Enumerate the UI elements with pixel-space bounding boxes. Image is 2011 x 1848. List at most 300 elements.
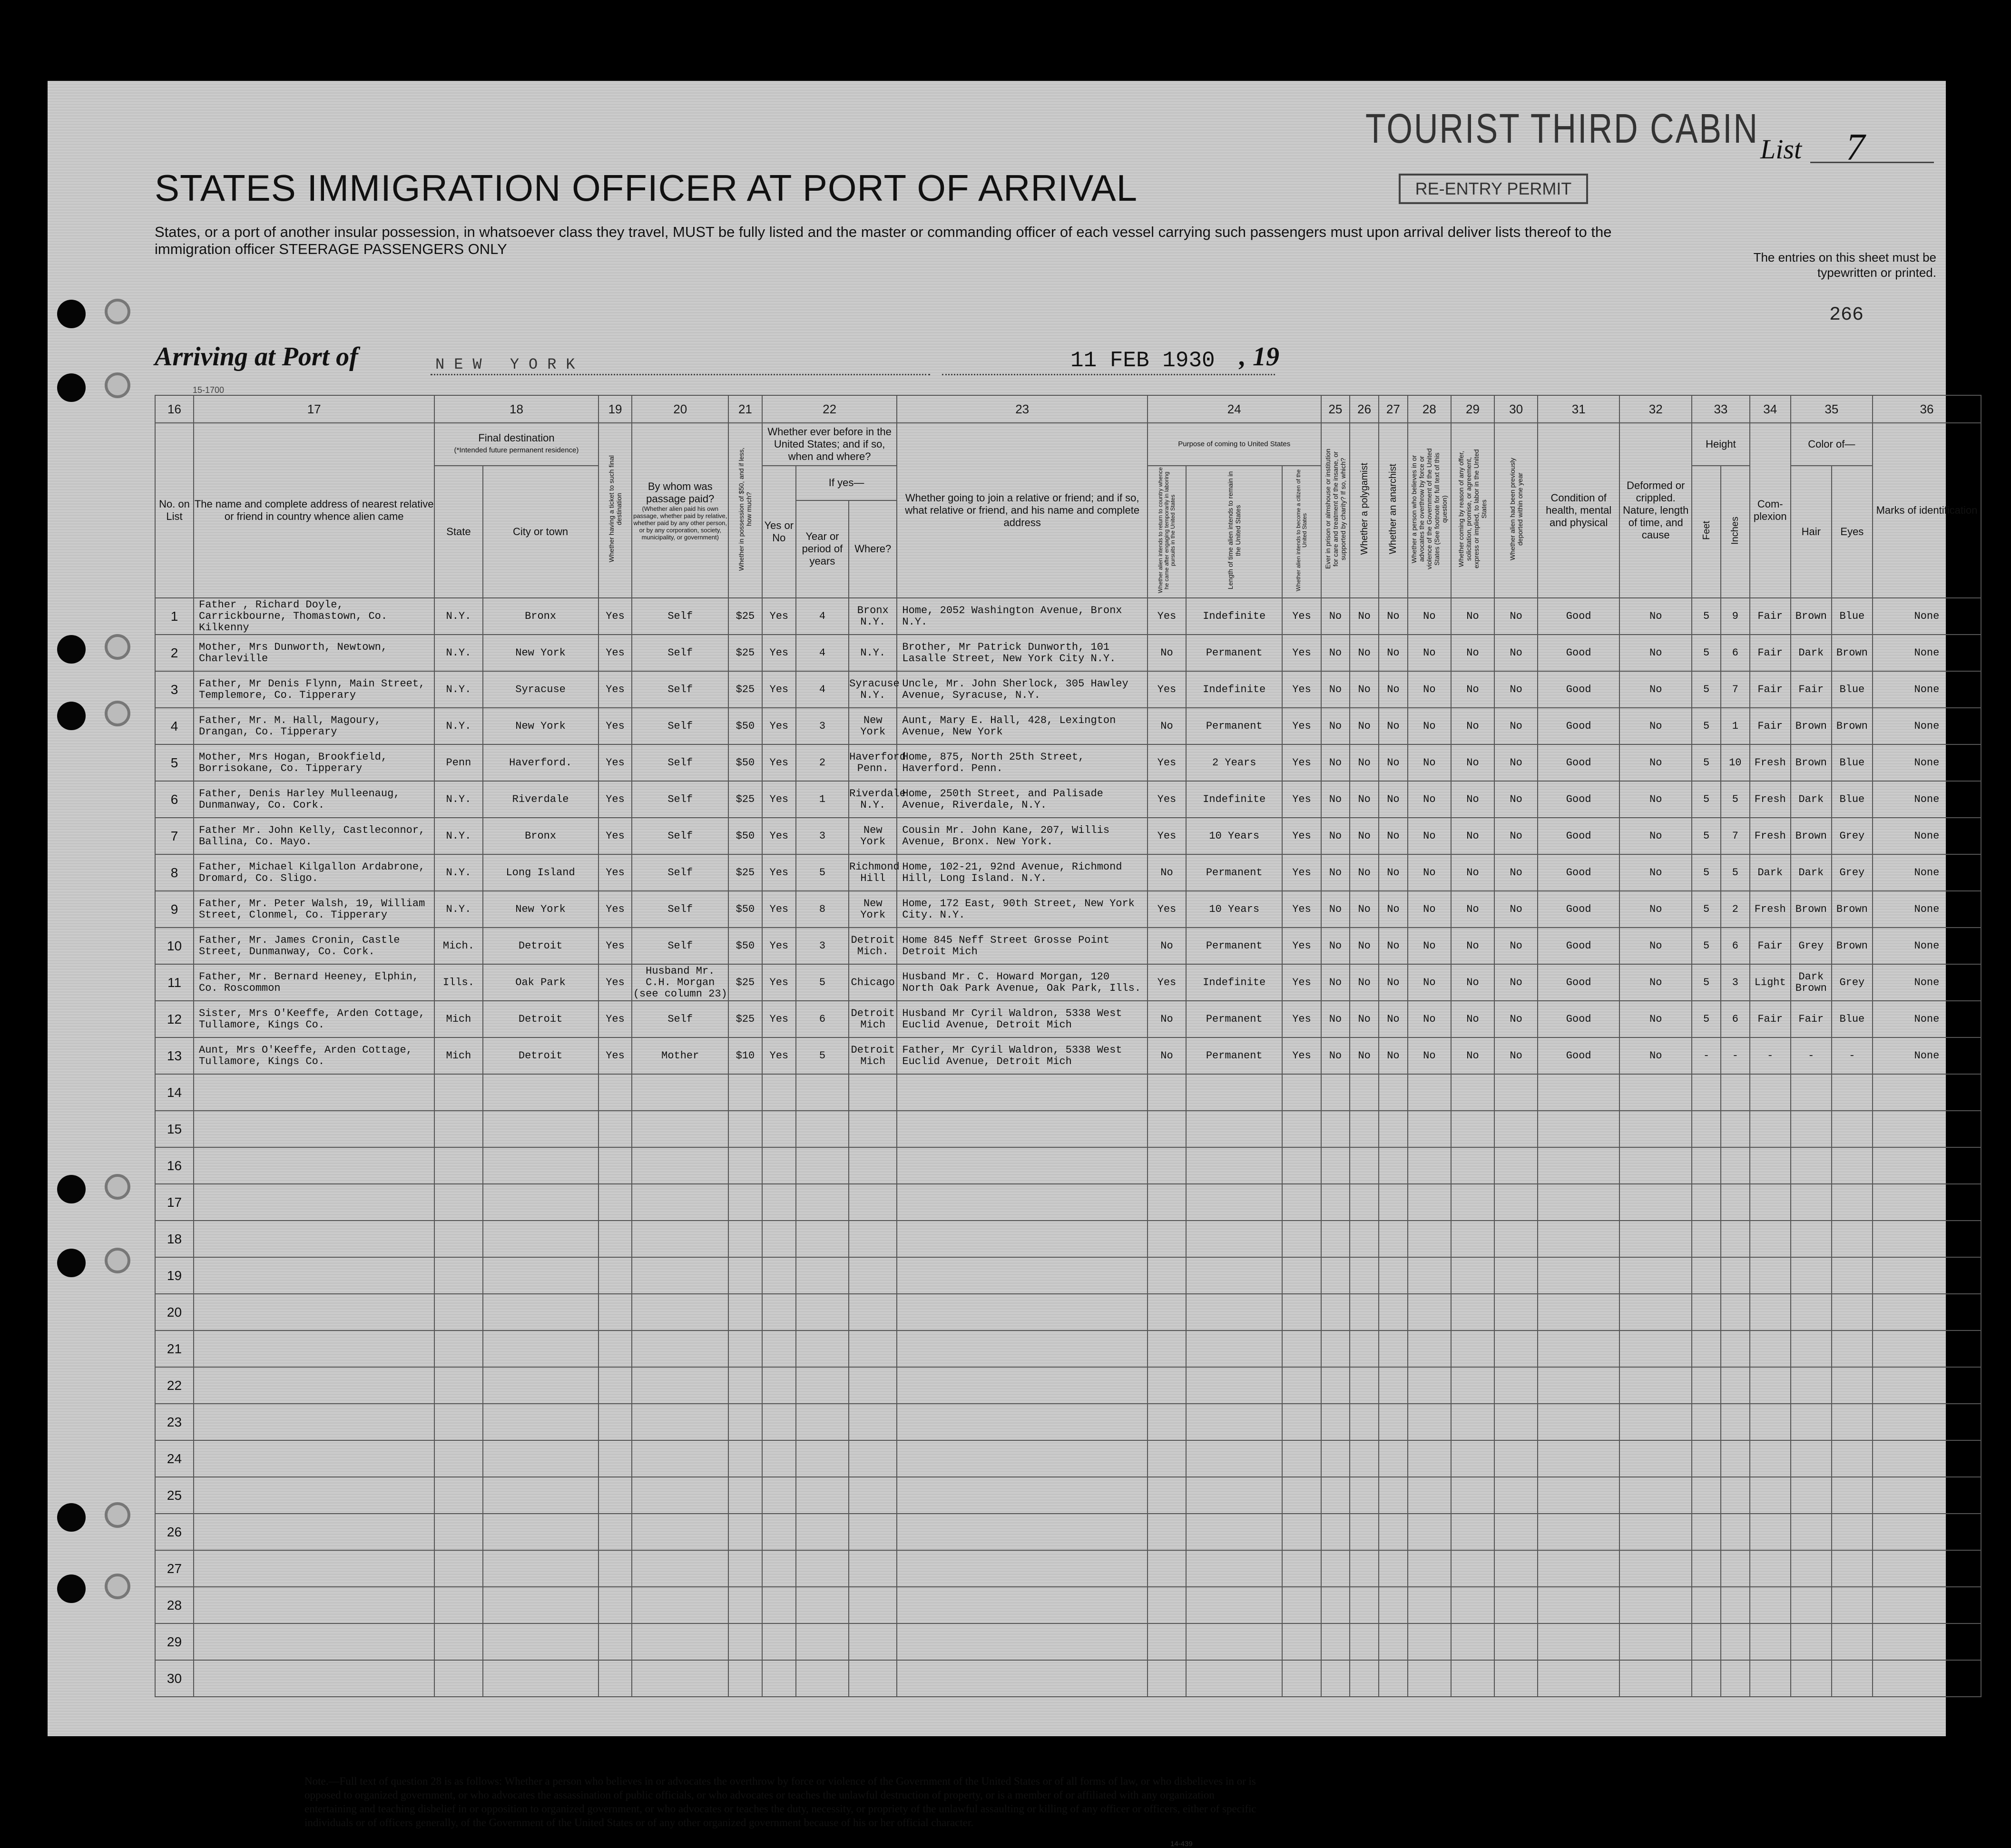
- cell-empty: [1408, 1074, 1451, 1111]
- cell-empty: [1692, 1257, 1721, 1294]
- cell-empty: [1832, 1184, 1873, 1221]
- passage-label: By whom was passage paid?: [646, 480, 715, 505]
- cell-empty: [1408, 1257, 1451, 1294]
- cell-join: Home 845 Neff Street Grosse Point Detroit Mich: [897, 928, 1148, 964]
- cell-hair: Fair: [1791, 1001, 1832, 1037]
- cell-empty: [1408, 1330, 1451, 1367]
- cell-complexion: Fair: [1750, 671, 1791, 708]
- cell-empty: [1379, 1111, 1408, 1147]
- cell-inches: 6: [1721, 635, 1750, 671]
- cell-empty: [1148, 1623, 1186, 1660]
- cell-empty: [1350, 1550, 1379, 1587]
- table-row: [155, 1001, 1981, 1037]
- cell-empty: [434, 1440, 482, 1477]
- cell-empty: [728, 1257, 762, 1294]
- cell-empty: [194, 1221, 434, 1257]
- cell-inches: 3: [1721, 964, 1750, 1001]
- cell-empty: [1832, 1440, 1873, 1477]
- cell-empty: [1282, 1623, 1321, 1660]
- cell-period: 4: [796, 635, 849, 671]
- cell-empty: [632, 1257, 728, 1294]
- cell-city: New York: [483, 635, 598, 671]
- cell-empty: [1321, 1587, 1350, 1623]
- cell-ticket: Yes: [598, 964, 632, 1001]
- cell-empty: [1494, 1294, 1538, 1330]
- cell-empty: [1750, 1111, 1791, 1147]
- cell-c27: No: [1379, 671, 1408, 708]
- cell-health: Good: [1538, 928, 1619, 964]
- cell-empty: [728, 1147, 762, 1184]
- cell-empty: [1282, 1147, 1321, 1184]
- cell-empty: [1750, 1623, 1791, 1660]
- cell-marks: None: [1873, 598, 1981, 635]
- header-yes-no: Yes or No: [762, 466, 796, 598]
- cell-empty: [483, 1330, 598, 1367]
- cell-empty: [762, 1147, 796, 1184]
- cell-empty: [483, 1147, 598, 1184]
- cell-where: New York: [849, 891, 897, 928]
- cell-c28: No: [1408, 598, 1451, 635]
- cell-c30: No: [1494, 1001, 1538, 1037]
- cell-empty: [632, 1074, 728, 1111]
- cell-paid: Self: [632, 1001, 728, 1037]
- cell-empty: [1721, 1184, 1750, 1221]
- cell-feet: 5: [1692, 928, 1721, 964]
- cell-where: New York: [849, 818, 897, 854]
- cell-empty: [1321, 1550, 1350, 1587]
- cell-p_c: Yes: [1282, 964, 1321, 1001]
- cell-empty: [1538, 1147, 1619, 1184]
- cell-where: Detroit Mich: [849, 1037, 897, 1074]
- cell-empty: [1321, 1477, 1350, 1514]
- cell-empty: [1721, 1257, 1750, 1294]
- cell-empty: [1538, 1294, 1619, 1330]
- cell-empty: [434, 1660, 482, 1697]
- cell-paid: Self: [632, 891, 728, 928]
- cell-p_b: Permanent: [1186, 1001, 1283, 1037]
- cell-ticket: Yes: [598, 671, 632, 708]
- cell-empty: [1408, 1477, 1451, 1514]
- cell-empty: [728, 1587, 762, 1623]
- table-row: [155, 964, 1981, 1001]
- cell-empty: [1148, 1294, 1186, 1330]
- cell-empty: [1379, 1074, 1408, 1111]
- cell-empty: [1321, 1147, 1350, 1184]
- cell-empty: [1408, 1294, 1451, 1330]
- cell-empty: [1379, 1587, 1408, 1623]
- header-purpose-c: [1282, 466, 1321, 598]
- cell-empty: [598, 1330, 632, 1367]
- cell-state: N.Y.: [434, 598, 482, 635]
- column-number: 19: [598, 395, 632, 423]
- cell-hair: Grey: [1791, 928, 1832, 964]
- cell-empty: [796, 1330, 849, 1367]
- cell-empty: [1791, 1440, 1832, 1477]
- cell-complexion: Fresh: [1750, 781, 1791, 818]
- list-number: 7: [1846, 127, 1865, 168]
- cell-empty: [1186, 1440, 1283, 1477]
- purpose-c-label: Whether alien intends to become a citizen of the United States: [1295, 469, 1308, 592]
- column-number: 26: [1350, 395, 1379, 423]
- cell-empty: [1873, 1294, 1981, 1330]
- cell-empty: [1692, 1440, 1721, 1477]
- cell-empty: [483, 1587, 598, 1623]
- cell-period: 4: [796, 598, 849, 635]
- cell-empty: [1721, 1330, 1750, 1367]
- cell-complexion: Fresh: [1750, 891, 1791, 928]
- cell-empty: [434, 1074, 482, 1111]
- cell-c26: No: [1350, 635, 1379, 671]
- cell-empty: [728, 1404, 762, 1440]
- cell-empty: [762, 1477, 796, 1514]
- cell-c25: No: [1321, 1037, 1350, 1074]
- cell-empty: [1692, 1184, 1721, 1221]
- cell-empty: [598, 1660, 632, 1697]
- cell-empty: [849, 1367, 897, 1404]
- cell-empty: [194, 1367, 434, 1404]
- cell-p_b: Indefinite: [1186, 598, 1283, 635]
- header-relative: The name and complete address of nearest relative or friend in country whence alien came: [194, 423, 434, 598]
- cell-p_c: Yes: [1282, 781, 1321, 818]
- cell-empty: [762, 1074, 796, 1111]
- c26-label: Whether a polygamist: [1359, 463, 1370, 555]
- cell-c26: No: [1350, 928, 1379, 964]
- cell-c29: No: [1451, 1037, 1494, 1074]
- binder-ring: [105, 634, 130, 660]
- cell-join: Brother, Mr Patrick Dunworth, 101 Lasalle Street, New York City N.Y.: [897, 635, 1148, 671]
- footnote-code: 14-439: [1170, 1840, 1193, 1848]
- cell-no: 19: [155, 1257, 194, 1294]
- cell-city: Detroit: [483, 1001, 598, 1037]
- cell-ticket: Yes: [598, 928, 632, 964]
- cell-p_b: Permanent: [1186, 708, 1283, 744]
- cell-empty: [1832, 1330, 1873, 1367]
- cell-empty: [598, 1514, 632, 1550]
- cell-empty: [1721, 1074, 1750, 1111]
- cell-inches: 6: [1721, 1001, 1750, 1037]
- column-number: 22: [762, 395, 897, 423]
- cell-empty: [1791, 1330, 1832, 1367]
- cell-ticket: Yes: [598, 744, 632, 781]
- cell-empty: [194, 1623, 434, 1660]
- cell-empty: [194, 1074, 434, 1111]
- cell-empty: [434, 1477, 482, 1514]
- cell-empty: [849, 1221, 897, 1257]
- cell-no: 13: [155, 1037, 194, 1074]
- cell-paid: Self: [632, 598, 728, 635]
- cell-empty: [598, 1404, 632, 1440]
- cell-empty: [897, 1257, 1148, 1294]
- cell-empty: [1750, 1257, 1791, 1294]
- cell-empty: [1186, 1404, 1283, 1440]
- cell-empty: [434, 1221, 482, 1257]
- cell-empty: [849, 1514, 897, 1550]
- cell-p_b: 2 Years: [1186, 744, 1283, 781]
- cell-empty: [1282, 1294, 1321, 1330]
- column-number: 17: [194, 395, 434, 423]
- cell-hair: Dark: [1791, 854, 1832, 891]
- cell-relative: Father, Michael Kilgallon Ardabrone, Dromard, Co. Sligo.: [194, 854, 434, 891]
- cell-empty: [1619, 1660, 1692, 1697]
- column-number: 23: [897, 395, 1148, 423]
- cell-empty: [434, 1404, 482, 1440]
- cell-where: Syracuse N.Y.: [849, 671, 897, 708]
- cell-no: 29: [155, 1623, 194, 1660]
- cell-empty: [1750, 1147, 1791, 1184]
- cell-empty: [796, 1660, 849, 1697]
- cell-empty: [728, 1514, 762, 1550]
- cell-feet: -: [1692, 1037, 1721, 1074]
- cell-money: $50: [728, 744, 762, 781]
- cell-empty: [483, 1257, 598, 1294]
- cell-empty: [632, 1404, 728, 1440]
- cell-c28: No: [1408, 1037, 1451, 1074]
- cell-period: 5: [796, 964, 849, 1001]
- cell-empty: [1350, 1404, 1379, 1440]
- binder-hole: [57, 1249, 86, 1277]
- cell-empty: [1408, 1440, 1451, 1477]
- cell-empty: [194, 1184, 434, 1221]
- header-c27: [1379, 423, 1408, 598]
- cell-empty: [1791, 1514, 1832, 1550]
- cell-no: 21: [155, 1330, 194, 1367]
- empty-table-row: [155, 1294, 1981, 1330]
- table-row: [155, 818, 1981, 854]
- cell-state: N.Y.: [434, 854, 482, 891]
- cell-complexion: Fair: [1750, 598, 1791, 635]
- cell-empty: [632, 1623, 728, 1660]
- cell-no: 23: [155, 1404, 194, 1440]
- cell-deformed: No: [1619, 744, 1692, 781]
- cell-join: Home, 875, North 25th Street, Haverford. Penn.: [897, 744, 1148, 781]
- binder-hole: [57, 1175, 86, 1203]
- cell-empty: [1379, 1477, 1408, 1514]
- cell-empty: [796, 1147, 849, 1184]
- cell-empty: [1451, 1074, 1494, 1111]
- cell-c27: No: [1379, 818, 1408, 854]
- cell-city: Oak Park: [483, 964, 598, 1001]
- cell-empty: [1619, 1257, 1692, 1294]
- page-subtitle: States, or a port of another insular possession, in whatsoever class they travel, MUST be fully listed and the master or commanding officer of each vessel carrying such passengers must upon arrival deliver lists thereof to the immigration officer STEERAGE PASSENGERS ONLY: [155, 224, 1612, 257]
- cell-empty: [1494, 1111, 1538, 1147]
- cell-health: Good: [1538, 598, 1619, 635]
- cell-empty: [1186, 1367, 1283, 1404]
- cell-empty: [849, 1330, 897, 1367]
- cell-empty: [1451, 1440, 1494, 1477]
- cell-complexion: Fresh: [1750, 744, 1791, 781]
- cell-empty: [1379, 1514, 1408, 1550]
- cell-empty: [1148, 1221, 1186, 1257]
- cell-empty: [796, 1623, 849, 1660]
- empty-table-row: [155, 1477, 1981, 1514]
- header-c25: [1321, 423, 1350, 598]
- cell-paid: Self: [632, 854, 728, 891]
- cell-empty: [1451, 1147, 1494, 1184]
- cell-empty: [1148, 1074, 1186, 1111]
- cell-eyes: -: [1832, 1037, 1873, 1074]
- cell-hair: -: [1791, 1037, 1832, 1074]
- cell-before: Yes: [762, 928, 796, 964]
- cell-empty: [1186, 1660, 1283, 1697]
- cell-money: $25: [728, 635, 762, 671]
- cell-empty: [1721, 1623, 1750, 1660]
- cell-empty: [1379, 1257, 1408, 1294]
- cell-empty: [728, 1294, 762, 1330]
- cell-complexion: Fair: [1750, 708, 1791, 744]
- cell-empty: [762, 1221, 796, 1257]
- cell-empty: [796, 1111, 849, 1147]
- cell-empty: [1721, 1514, 1750, 1550]
- column-number: 34: [1750, 395, 1791, 423]
- cell-no: 20: [155, 1294, 194, 1330]
- cell-period: 8: [796, 891, 849, 928]
- cell-eyes: Grey: [1832, 964, 1873, 1001]
- cell-empty: [1692, 1147, 1721, 1184]
- cell-join: Father, Mr Cyril Waldron, 5338 West Euclid Avenue, Detroit Mich: [897, 1037, 1148, 1074]
- cell-empty: [1321, 1514, 1350, 1550]
- binder-hole: [57, 300, 86, 328]
- cell-marks: None: [1873, 744, 1981, 781]
- cell-empty: [849, 1404, 897, 1440]
- cell-empty: [1873, 1404, 1981, 1440]
- cell-empty: [1721, 1550, 1750, 1587]
- cell-empty: [483, 1550, 598, 1587]
- cell-empty: [1186, 1477, 1283, 1514]
- cell-relative: Father, Mr. Bernard Heeney, Elphin, Co. Roscommon: [194, 964, 434, 1001]
- cell-empty: [1379, 1147, 1408, 1184]
- cell-p_c: Yes: [1282, 635, 1321, 671]
- cell-empty: [796, 1074, 849, 1111]
- money-label: Whether in possession of $50, and if less, how much?: [737, 447, 753, 571]
- column-number: 24: [1148, 395, 1321, 423]
- cell-empty: [632, 1550, 728, 1587]
- cell-p_b: Permanent: [1186, 635, 1283, 671]
- year-prefix: , 19: [1239, 342, 1279, 372]
- cell-empty: [1873, 1587, 1981, 1623]
- cell-p_a: Yes: [1148, 671, 1186, 708]
- cell-empty: [1451, 1257, 1494, 1294]
- cell-empty: [1321, 1111, 1350, 1147]
- cell-hair: Brown: [1791, 598, 1832, 635]
- cell-empty: [1750, 1514, 1791, 1550]
- cell-money: $50: [728, 818, 762, 854]
- cell-no: 4: [155, 708, 194, 744]
- form-code: 15-1700: [193, 385, 225, 395]
- cell-join: Home, 2052 Washington Avenue, Bronx N.Y.: [897, 598, 1148, 635]
- cell-empty: [1451, 1623, 1494, 1660]
- cell-empty: [1408, 1221, 1451, 1257]
- cell-empty: [1282, 1330, 1321, 1367]
- cell-c30: No: [1494, 964, 1538, 1001]
- cell-empty: [1873, 1147, 1981, 1184]
- cell-empty: [1148, 1257, 1186, 1294]
- cell-no: 30: [155, 1660, 194, 1697]
- cell-empty: [1750, 1294, 1791, 1330]
- page-title: STATES IMMIGRATION OFFICER AT PORT OF ARRIVAL: [155, 167, 1138, 209]
- cell-empty: [1148, 1477, 1186, 1514]
- cell-empty: [1791, 1587, 1832, 1623]
- cell-empty: [194, 1111, 434, 1147]
- cell-empty: [1350, 1184, 1379, 1221]
- cell-period: 5: [796, 1037, 849, 1074]
- cell-relative: Father, Mr. M. Hall, Magoury, Drangan, Co. Tipperary: [194, 708, 434, 744]
- empty-table-row: [155, 1221, 1981, 1257]
- header-if-yes: If yes—: [796, 466, 897, 500]
- column-number-row: [155, 395, 1981, 423]
- cell-empty: [1408, 1514, 1451, 1550]
- cell-before: Yes: [762, 635, 796, 671]
- cell-empty: [1350, 1074, 1379, 1111]
- cell-no: 3: [155, 671, 194, 708]
- cell-c27: No: [1379, 781, 1408, 818]
- cell-empty: [194, 1587, 434, 1623]
- cell-paid: Self: [632, 818, 728, 854]
- cell-empty: [1494, 1221, 1538, 1257]
- cell-empty: [434, 1111, 482, 1147]
- cell-state: Mich: [434, 1001, 482, 1037]
- cell-where: Detroit Mich: [849, 1001, 897, 1037]
- cell-money: $25: [728, 854, 762, 891]
- cell-city: Bronx: [483, 818, 598, 854]
- column-number: 30: [1494, 395, 1538, 423]
- cell-feet: 5: [1692, 635, 1721, 671]
- cell-empty: [1148, 1550, 1186, 1587]
- cell-c26: No: [1350, 891, 1379, 928]
- cell-complexion: Fresh: [1750, 818, 1791, 854]
- cell-empty: [483, 1074, 598, 1111]
- cell-no: 8: [155, 854, 194, 891]
- header-state: State: [434, 466, 482, 598]
- cell-where: Bronx N.Y.: [849, 598, 897, 635]
- cell-empty: [1692, 1074, 1721, 1111]
- cell-no: 9: [155, 891, 194, 928]
- cell-c25: No: [1321, 635, 1350, 671]
- cell-empty: [728, 1184, 762, 1221]
- cell-before: Yes: [762, 671, 796, 708]
- cell-empty: [1873, 1184, 1981, 1221]
- binder-ring: [105, 1248, 130, 1273]
- cell-empty: [1494, 1330, 1538, 1367]
- cell-c30: No: [1494, 598, 1538, 635]
- cell-c26: No: [1350, 744, 1379, 781]
- cell-relative: Aunt, Mrs O'Keeffe, Arden Cottage, Tullamore, Kings Co.: [194, 1037, 434, 1074]
- cell-c29: No: [1451, 818, 1494, 854]
- cell-empty: [1379, 1367, 1408, 1404]
- table-row: [155, 635, 1981, 671]
- cell-empty: [1148, 1660, 1186, 1697]
- cell-empty: [796, 1404, 849, 1440]
- cell-deformed: No: [1619, 964, 1692, 1001]
- inches-label: Inches: [1730, 516, 1741, 545]
- reentry-permit-stamp: RE-ENTRY PERMIT: [1399, 174, 1588, 204]
- cell-p_a: Yes: [1148, 744, 1186, 781]
- cell-hair: Brown: [1791, 818, 1832, 854]
- cell-empty: [1791, 1623, 1832, 1660]
- cell-empty: [849, 1587, 897, 1623]
- cell-empty: [483, 1514, 598, 1550]
- cell-empty: [632, 1367, 728, 1404]
- cell-empty: [1619, 1294, 1692, 1330]
- final-destination-note: (*Intended future permanent residence): [454, 446, 579, 454]
- c27-label: Whether an anarchist: [1388, 463, 1399, 555]
- header-before: Whether ever before in the United States; and if so, when and where?: [762, 423, 897, 466]
- cell-empty: [1282, 1587, 1321, 1623]
- cell-empty: [1282, 1257, 1321, 1294]
- cell-eyes: Brown: [1832, 708, 1873, 744]
- cell-empty: [632, 1330, 728, 1367]
- cell-empty: [1692, 1514, 1721, 1550]
- binder-hole: [57, 1503, 86, 1532]
